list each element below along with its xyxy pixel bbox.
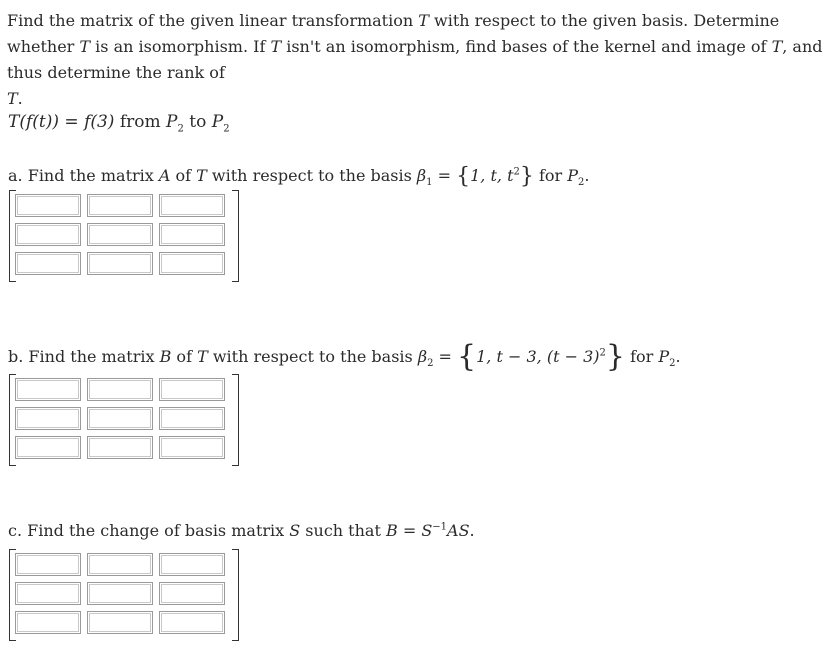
- matrix-c-cell-r2c3[interactable]: [159, 582, 225, 605]
- matrix-product-AS: AS: [447, 521, 470, 540]
- matrix-grid: [15, 553, 225, 634]
- matrix-a-cell-r3c2[interactable]: [87, 252, 153, 275]
- basis-symbol: β: [416, 166, 427, 185]
- period: .: [675, 347, 681, 366]
- brace-open: {: [457, 339, 477, 374]
- period: .: [584, 166, 590, 185]
- question-text: with respect to the basis: [207, 347, 418, 366]
- symbol-T: T: [79, 37, 91, 56]
- brace-open: {: [456, 164, 471, 189]
- matrix-B-input: [9, 374, 239, 466]
- question-text: of: [170, 166, 197, 185]
- matrix-b-cell-r1c2[interactable]: [87, 378, 153, 401]
- question-a: [8, 164, 590, 189]
- basis-subscript: 1: [426, 177, 433, 189]
- matrix-a-cell-r3c1[interactable]: [15, 252, 81, 275]
- matrix-c-cell-r3c3[interactable]: [159, 611, 225, 634]
- matrix-a-cell-r3c3[interactable]: [159, 252, 225, 275]
- bracket-right: [232, 374, 239, 466]
- basis-elements: 1, t, t: [470, 166, 514, 185]
- question-text: a. Find the matrix: [8, 166, 159, 185]
- symbol-T: T: [7, 89, 18, 108]
- matrix-b-cell-r2c1[interactable]: [15, 407, 81, 430]
- intro-text: .: [17, 89, 23, 108]
- question-text: for: [533, 166, 568, 185]
- symbol-T: T: [196, 166, 207, 185]
- matrix-c-cell-r2c2[interactable]: [87, 582, 153, 605]
- matrix-S-input: [9, 549, 239, 641]
- matrix-b-cell-r3c3[interactable]: [159, 436, 225, 459]
- matrix-A-input: [9, 190, 239, 282]
- inverse-exponent: −1: [432, 521, 448, 533]
- matrix-a-cell-r2c1[interactable]: [15, 223, 81, 246]
- space-subscript: 2: [669, 358, 676, 370]
- bracket-right: [232, 549, 239, 641]
- matrix-b-cell-r2c3[interactable]: [159, 407, 225, 430]
- matrix-c-cell-r3c1[interactable]: [15, 611, 81, 634]
- question-text: c. Find the change of basis matrix: [8, 521, 290, 540]
- question-text: for: [624, 347, 659, 366]
- formula-from: from: [114, 112, 167, 132]
- space-P: P: [567, 166, 579, 185]
- matrix-name-S: S: [421, 521, 433, 540]
- equals-sign: =: [432, 166, 457, 185]
- exponent: 2: [513, 166, 520, 178]
- basis-subscript: 2: [427, 358, 434, 370]
- question-text: with respect to the basis: [206, 166, 417, 185]
- brace-close: }: [519, 164, 534, 189]
- matrix-b-cell-r1c3[interactable]: [159, 378, 225, 401]
- space-P: P: [211, 112, 224, 132]
- matrix-grid: [15, 194, 225, 275]
- question-text: b. Find the matrix: [8, 347, 160, 366]
- matrix-a-cell-r2c2[interactable]: [87, 223, 153, 246]
- space-subscript: 2: [578, 177, 585, 189]
- symbol-T: T: [270, 37, 282, 56]
- formula-equals: =: [59, 112, 85, 132]
- matrix-b-cell-r2c2[interactable]: [87, 407, 153, 430]
- basis-elements: 1, t − 3, (t − 3): [476, 347, 600, 366]
- transformation-definition: [8, 112, 230, 134]
- matrix-a-cell-r1c3[interactable]: [159, 194, 225, 217]
- question-text: of: [171, 347, 198, 366]
- bracket-right: [232, 190, 239, 282]
- matrix-c-cell-r1c3[interactable]: [159, 553, 225, 576]
- matrix-b-cell-r3c2[interactable]: [87, 436, 153, 459]
- intro-text: isn't an isomorphism, find bases of the kernel and image of: [281, 37, 772, 56]
- matrix-grid: [15, 378, 225, 459]
- period: .: [469, 521, 475, 540]
- space-subscript: 2: [223, 123, 230, 135]
- exponent: 2: [599, 347, 606, 359]
- matrix-a-cell-r2c3[interactable]: [159, 223, 225, 246]
- matrix-b-cell-r1c1[interactable]: [15, 378, 81, 401]
- matrix-a-cell-r1c2[interactable]: [87, 194, 153, 217]
- formula-to: to: [183, 112, 212, 132]
- intro-text: with respect to the given basis. Determine whether: [7, 11, 780, 56]
- equals-sign: =: [397, 521, 422, 540]
- intro-text: Find the matrix of the given linear transformation: [7, 11, 419, 30]
- intro-text: , and thus determine the rank of: [7, 37, 823, 82]
- basis-symbol: β: [417, 347, 428, 366]
- matrix-name-A: A: [158, 166, 171, 185]
- formula-rhs: f(3): [84, 112, 115, 132]
- symbol-T: T: [418, 11, 429, 30]
- matrix-name-B: B: [159, 347, 172, 366]
- matrix-c-cell-r2c1[interactable]: [15, 582, 81, 605]
- space-P: P: [658, 347, 670, 366]
- brace-close: }: [605, 339, 625, 374]
- question-b: [8, 339, 681, 374]
- matrix-b-cell-r3c1[interactable]: [15, 436, 81, 459]
- symbol-T: T: [197, 347, 208, 366]
- matrix-name-B: B: [385, 521, 398, 540]
- matrix-c-cell-r3c2[interactable]: [87, 611, 153, 634]
- question-c: [8, 521, 475, 540]
- question-text: such that: [300, 521, 386, 540]
- matrix-name-S: S: [289, 521, 301, 540]
- intro-text: is an isomorphism. If: [90, 37, 271, 56]
- formula-lhs: T(f(t)): [8, 112, 59, 132]
- space-subscript: 2: [177, 123, 184, 135]
- matrix-a-cell-r1c1[interactable]: [15, 194, 81, 217]
- problem-statement: [7, 8, 835, 112]
- matrix-c-cell-r1c1[interactable]: [15, 553, 81, 576]
- matrix-c-cell-r1c2[interactable]: [87, 553, 153, 576]
- space-P: P: [166, 112, 178, 132]
- equals-sign: =: [433, 347, 458, 366]
- symbol-T: T: [771, 37, 783, 56]
